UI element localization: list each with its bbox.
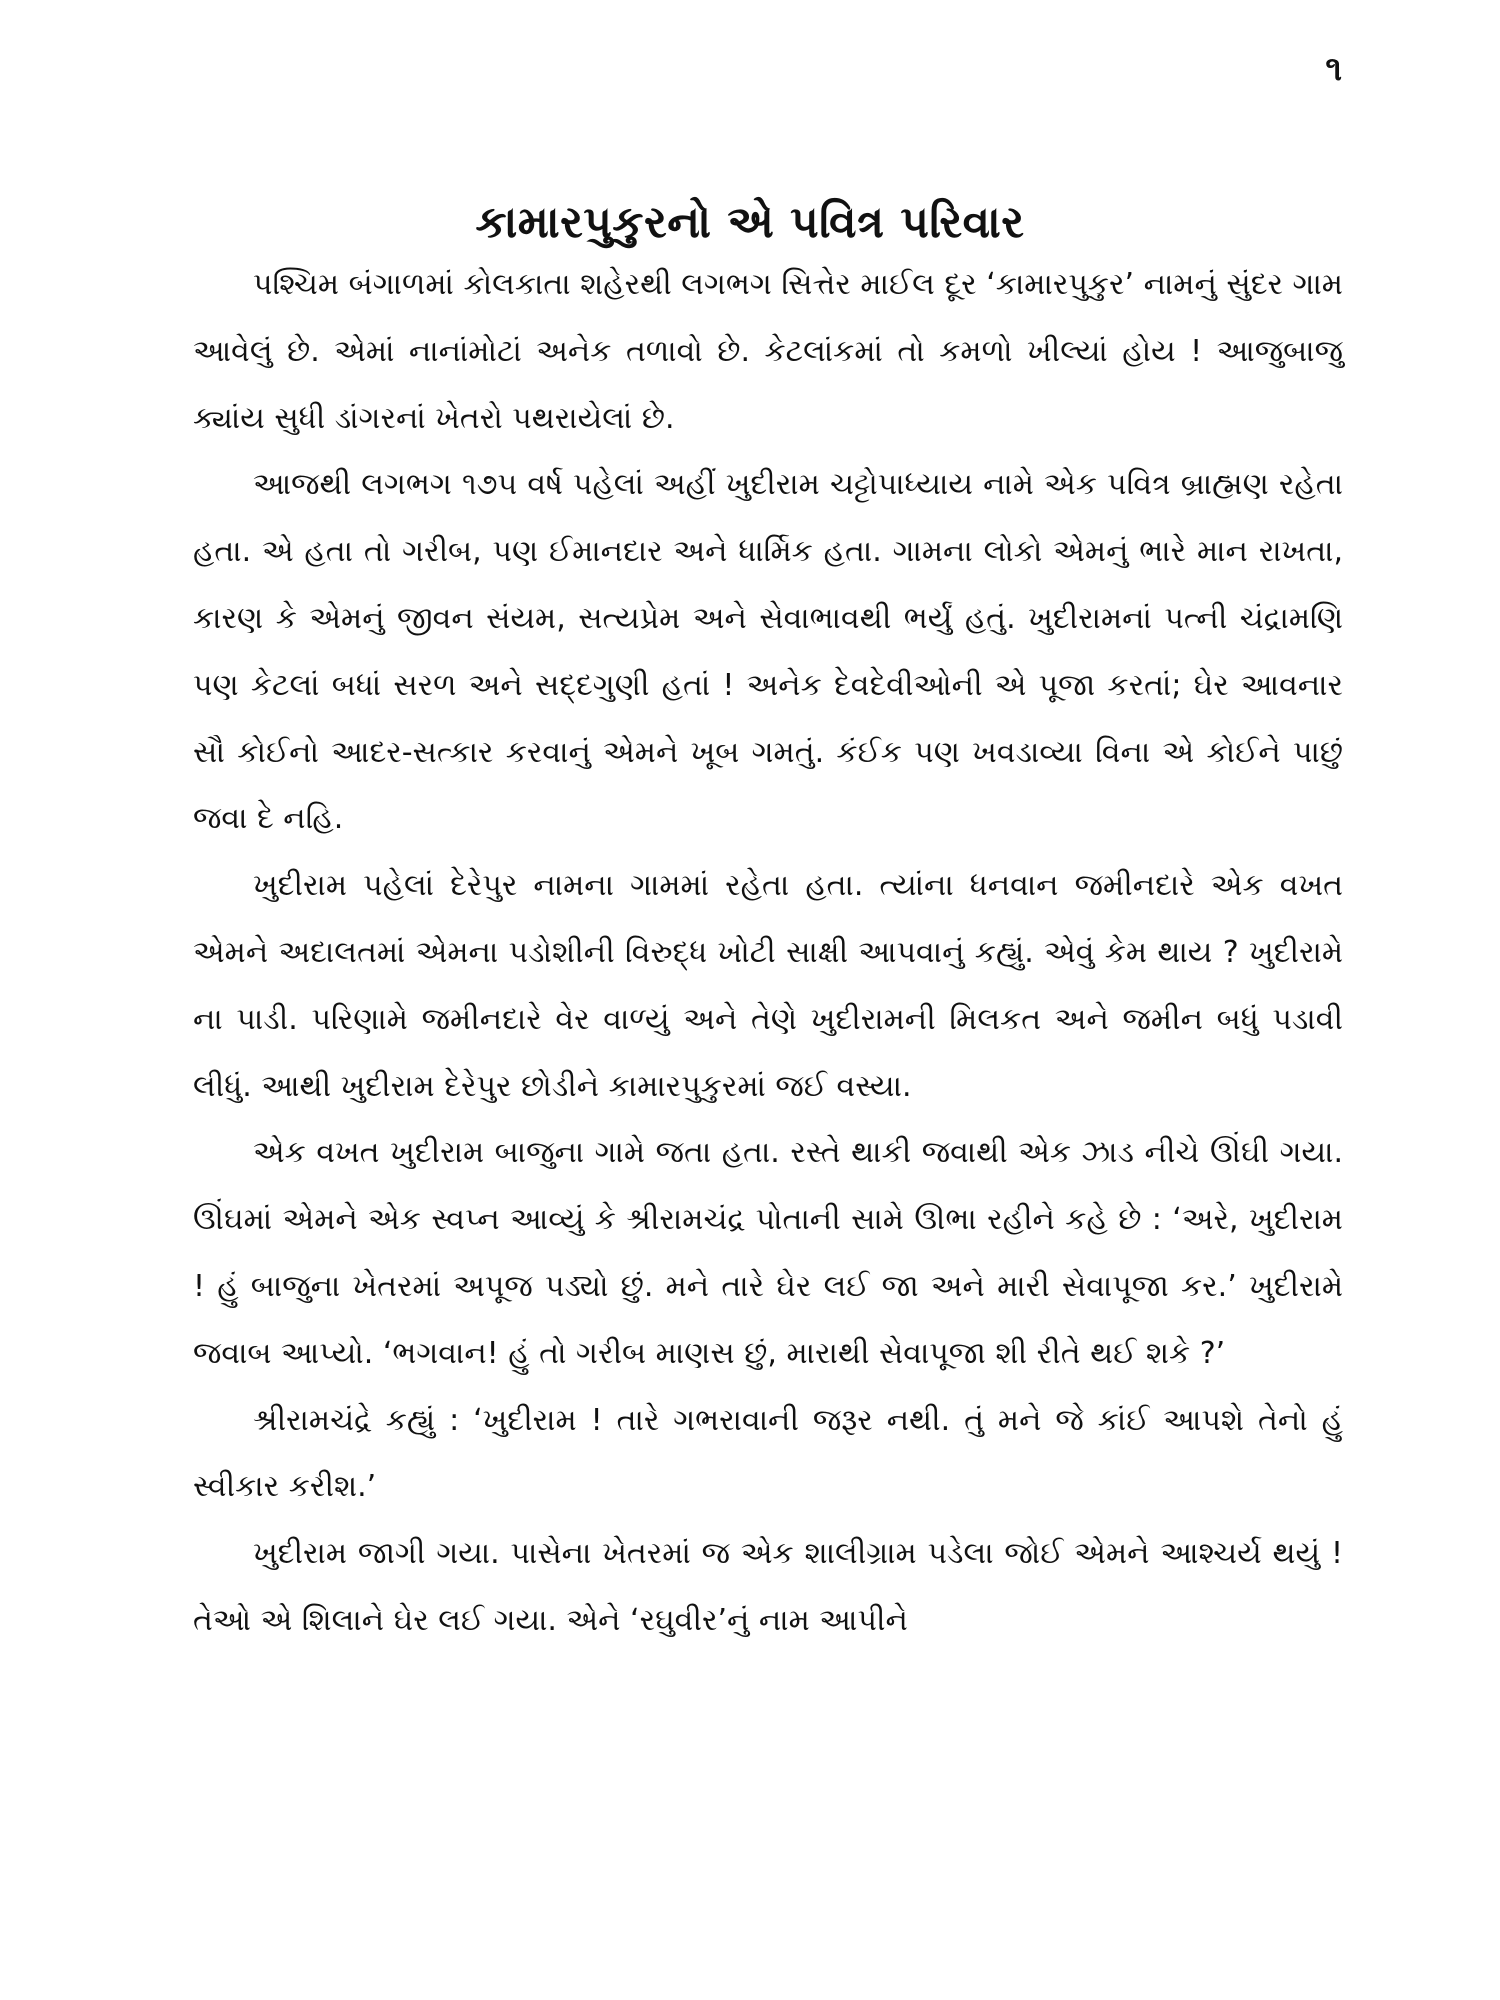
paragraph: ખુદીરામ જાગી ગયા. પાસેના ખેતરમાં જ એક શાલીગ્રામ પડેલા જોઈ એમને આશ્ચર્ય થયું ! તેઓ એ શિલાને ઘેર લઈ ગયા. એને ‘રઘુવીર’નું નામ આપીને [193, 1536, 1343, 1638]
paragraph: શ્રીરામચંદ્રે કહ્યું : ‘ખુદીરામ ! તારે ગભરાવાની જરૂર નથી. તું મને જે કાંઈ આપશે તેનો હું સ્વીકાર કરીશ.’ [193, 1402, 1343, 1505]
chapter-title: કામારપુકુરનો એ પવિત્ર પરિવાર [475, 197, 1025, 249]
paragraph: એક વખત ખુદીરામ બાજુના ગામે જતા હતા. રસ્તે થાકી જવાથી એક ઝાડ નીચે ઊંઘી ગયા. ઊંઘમાં એમને એક સ્વપ્ન આવ્યું કે શ્રીરામચંદ્ર પોતાની સામે ઊભા રહીને કહે છે : ‘અરે, ખુદીરામ ! હું બાજુના ખેતરમાં અપૂજ પડ્યો છું. મને તારે ઘેર લઈ જા અને મારી સેવાપૂજા કર.’ ખુદીરામે જવાબ આપ્યો. ‘ભગવાન! હું તો ગરીબ માણસ છું, મારાથી સેવાપૂજા શી રીતે થઈ શકે ?’ [193, 1135, 1343, 1371]
paragraph: પશ્ચિમ બંગાળમાં કોલકાતા શહેરથી લગભગ સિત્તેર માઈલ દૂર ‘કામારપુકુર’ નામનું સુંદર ગામ આવેલું છે. એમાં નાનાંમોટાં અનેક તળાવો છે. કેટલાંકમાં તો કમળો ખીલ્યાં હોય ! આજુબાજુ ક્યાંય સુધી ડાંગરનાં ખેતરો પથરાયેલાં છે. [193, 267, 1343, 436]
paragraph: આજથી લગભગ ૧૭૫ વર્ષ પહેલાં અહીં ખુદીરામ ચટ્ટોપાધ્યાય નામે એક પવિત્ર બ્રાહ્મણ રહેતા હતા. એ હતા તો ગરીબ, પણ ઈમાનદાર અને ધાર્મિક હતા. ગામના લોકો એમનું ભારે માન રાખતા, કારણ કે એમનું જીવન સંયમ, સત્યપ્રેમ અને સેવાભાવથી ભર્યું હતું. ખુદીરામનાં પત્ની ચંદ્રામણિ પણ કેટલાં બધાં સરળ અને સદ્દગુણી હતાં ! અનેક દેવદેવીઓની એ પૂજા કરતાં; ઘેર આવનાર સૌ કોઈનો આદર-સત્કાર કરવાનું એમને ખૂબ ગમતું. કંઈક પણ ખવડાવ્યા વિના એ કોઈને પાછું જવા દે નહિ. [193, 467, 1343, 837]
paragraph: ખુદીરામ પહેલાં દેરેપુર નામના ગામમાં રહેતા હતા. ત્યાંના ધનવાન જમીનદારે એક વખત એમને અદાલતમાં એમના પડોશીની વિરુદ્ધ ખોટી સાક્ષી આપવાનું કહ્યું. એવું કેમ થાય ? ખુદીરામે ના પાડી. પરિણામે જમીનદારે વેર વાળ્યું અને તેણે ખુદીરામની મિલકત અને જમીન બધું પડાવી લીધું. આથી ખુદીરામ દેરેપુર છોડીને કામારપુકુરમાં જઈ વસ્યા. [193, 868, 1343, 1104]
chapter-body [193, 252, 1343, 1655]
page-number: ૧ [1325, 49, 1342, 89]
